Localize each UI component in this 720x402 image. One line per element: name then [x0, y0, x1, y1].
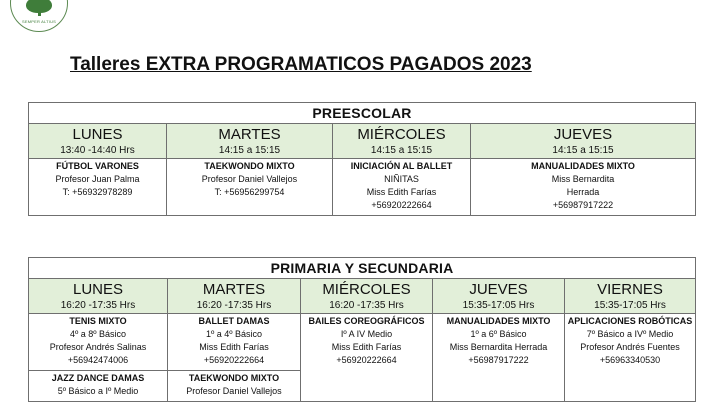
primaria-columns [29, 279, 695, 401]
day-time: 16:20 -17:35 Hrs [196, 300, 272, 311]
day-header [565, 279, 695, 314]
primaria-title: PRIMARIA Y SECUNDARIA [29, 258, 695, 279]
workshop-detail: Profesor Daniel Vallejos [186, 386, 282, 396]
workshop-entry [471, 159, 695, 215]
workshop-detail: Miss Bernardita Herrada [449, 342, 548, 352]
day-name: MARTES [218, 126, 281, 143]
day-header [333, 124, 470, 159]
workshop-detail: +56942474006 [67, 355, 129, 365]
workshop-detail: Miss Edith Farías [366, 187, 437, 197]
day-column [29, 124, 167, 215]
workshop-detail: Profesor Andrés Fuentes [580, 342, 680, 352]
workshop-detail: T: +56932978289 [62, 187, 133, 197]
day-column [29, 279, 168, 401]
workshop-entry [167, 159, 332, 202]
day-time: 14:15 a 15:15 [218, 145, 281, 156]
day-time: 16:20 -17:35 Hrs [329, 300, 404, 311]
workshop-entry [168, 314, 300, 370]
workshop-entry [301, 314, 432, 370]
workshop-name: BALLET DAMAS [198, 316, 270, 326]
workshop-detail: Miss Edith Farías [331, 342, 402, 352]
day-time: 16:20 -17:35 Hrs [60, 300, 136, 311]
day-column [333, 124, 471, 215]
workshop-detail: +56920222664 [203, 355, 265, 365]
day-time: 13:40 -14:40 Hrs [60, 145, 135, 156]
workshop-detail: Iº A IV Medio [340, 329, 393, 339]
workshop-entry [565, 314, 695, 370]
workshop-entry [29, 370, 167, 401]
workshop-entry [29, 314, 167, 370]
workshop-name: TAEKWONDO MIXTO [204, 161, 295, 171]
day-time: 14:15 a 15:15 [370, 145, 433, 156]
workshop-detail: 5º Básico a Iº Medio [57, 386, 139, 396]
workshop-detail: Miss Edith Farías [199, 342, 269, 352]
workshop-detail: 4º a 8º Básico [69, 329, 127, 339]
day-column [167, 124, 333, 215]
workshop-detail: Profesor Andrés Salinas [49, 342, 147, 352]
workshop-detail: 1º a 6º Básico [470, 329, 527, 339]
workshop-name: MANUALIDADES MIXTO [446, 316, 551, 326]
day-name: MIÉRCOLES [322, 281, 411, 298]
day-name: LUNES [72, 281, 124, 298]
workshop-detail: +56987917222 [468, 355, 529, 365]
preescolar-title: PREESCOLAR [29, 103, 695, 124]
page-title: Talleres EXTRA PROGRAMATICOS PAGADOS 2023 [70, 54, 532, 75]
logo-motto: SEMPER ALTIUS [21, 19, 57, 24]
day-header [301, 279, 432, 314]
day-time: 15:35-17:05 Hrs [462, 300, 535, 311]
day-name: LUNES [72, 126, 123, 143]
preescolar-columns [29, 124, 695, 215]
day-name: MIÉRCOLES [357, 126, 446, 143]
day-time: 15:35-17:05 Hrs [594, 300, 666, 311]
day-name: JUEVES [469, 281, 528, 298]
workshop-detail: +56963340530 [599, 355, 661, 365]
day-header [168, 279, 300, 314]
day-time: 14:15 a 15:15 [552, 145, 614, 156]
workshop-name: TENIS MIXTO [69, 316, 127, 326]
day-header [471, 124, 695, 159]
day-column [565, 279, 695, 401]
preescolar-table [28, 102, 696, 216]
workshop-entry [333, 159, 470, 215]
day-header [29, 279, 167, 314]
workshop-name: BAILES COREOGRÁFICOS [308, 316, 425, 326]
day-column [168, 279, 301, 401]
workshop-name: FÚTBOL VARONES [56, 161, 139, 171]
day-header [433, 279, 564, 314]
workshop-detail: +56920222664 [371, 200, 432, 210]
day-header [167, 124, 332, 159]
day-name: VIERNES [597, 281, 663, 298]
primaria-table [28, 257, 696, 402]
workshop-detail: NIÑITAS [384, 174, 419, 184]
day-column [433, 279, 565, 401]
workshop-name: INICIACIÓN AL BALLET [350, 161, 453, 171]
workshop-detail: 1º a 4º Básico [205, 329, 263, 339]
tree-trunk [38, 11, 41, 16]
workshop-name: JAZZ DANCE DAMAS [51, 373, 145, 383]
workshop-detail: Herrada [566, 187, 600, 197]
day-column [471, 124, 695, 215]
workshop-entry [168, 370, 300, 401]
workshop-detail: Profesor Daniel Vallejos [201, 174, 298, 184]
workshop-entry [29, 159, 166, 202]
day-column [301, 279, 433, 401]
workshop-name: TAEKWONDO MIXTO [188, 373, 280, 383]
day-name: MARTES [202, 281, 266, 298]
workshop-entry [433, 314, 564, 370]
workshop-detail: +56987917222 [552, 200, 614, 210]
workshop-detail: 7º Básico a IVº Medio [586, 329, 674, 339]
workshop-detail: Miss Bernardita [551, 174, 615, 184]
workshop-name: MANUALIDADES MIXTO [531, 161, 635, 171]
workshop-name: APLICACIONES ROBÓTICAS [567, 316, 693, 326]
day-name: JUEVES [553, 126, 613, 143]
workshop-detail: Profesor Juan Palma [55, 174, 140, 184]
school-logo [10, 0, 68, 32]
day-header [29, 124, 166, 159]
workshop-detail: T: +56956299754 [214, 187, 285, 197]
workshop-detail: +56920222664 [336, 355, 397, 365]
